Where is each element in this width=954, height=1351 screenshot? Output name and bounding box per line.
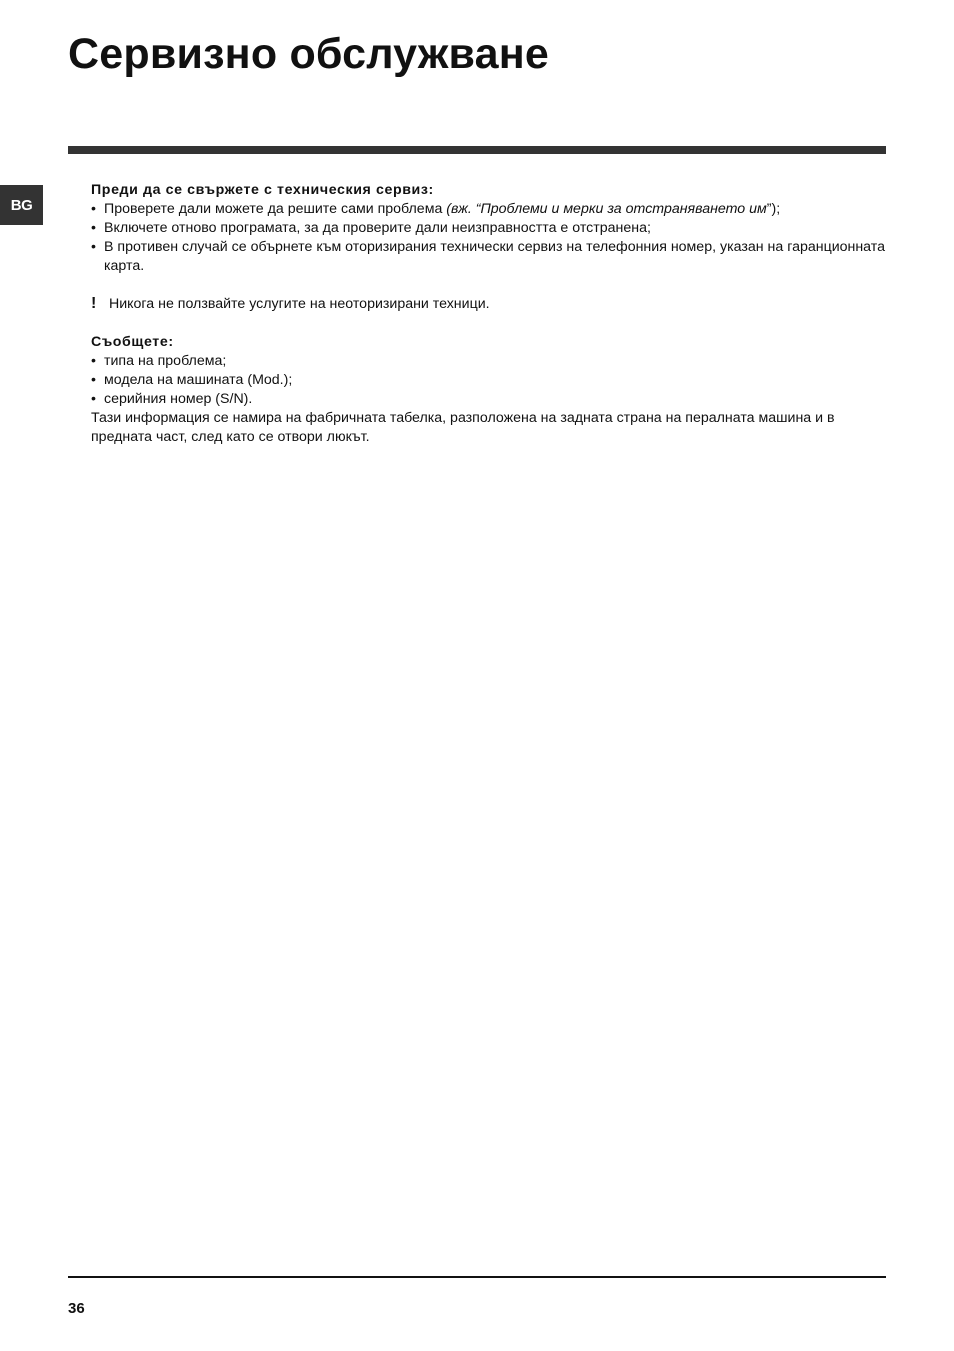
language-tab: BG [0, 185, 43, 225]
before-contact-list [91, 200, 885, 276]
bullet-icon: • [91, 239, 96, 255]
list-item-text: серийния номер (S/N). [104, 391, 253, 407]
bullet-icon: • [91, 220, 96, 236]
bottom-divider [68, 1276, 886, 1278]
exclamation-icon: ! [91, 295, 97, 312]
list-item [91, 371, 885, 390]
bullet-icon: • [91, 353, 96, 369]
cross-reference: (вж. “Проблеми и мерки за отстраняването им [446, 201, 767, 217]
list-item [91, 200, 885, 219]
warning-text: Никога не ползвайте услугите на неоторизирани техници. [109, 296, 490, 312]
list-item [91, 219, 885, 238]
info-note: Тази информация се намира на фабричната табелка, разположена на задната страна на пералната машина и в предната част, след като се отвори люкът. [91, 410, 835, 445]
top-divider [68, 146, 886, 154]
list-item [91, 390, 885, 409]
list-item [91, 238, 885, 276]
page-title: Сервизно обслужване [68, 30, 549, 78]
report-section [91, 333, 885, 447]
report-heading: Съобщете: [91, 334, 174, 350]
bullet-icon: • [91, 391, 96, 407]
before-contact-heading: Преди да се свържете с техническия сервиз: [91, 182, 434, 198]
list-item [91, 352, 885, 371]
report-list [91, 352, 885, 409]
list-item-text-end: ”); [766, 201, 781, 217]
list-item-text: модела на машината (Mod.); [104, 372, 293, 388]
warning-note [91, 295, 885, 314]
list-item-text: Проверете дали можете да решите сами проблема [104, 201, 447, 217]
list-item-text: В противен случай се обърнете към оторизирания технически сервиз на телефонния номер, указан на гаранционната карта. [104, 239, 885, 274]
bullet-icon: • [91, 201, 96, 217]
list-item-text: Включете отново програмата, за да проверите дали неизправността е отстранена; [104, 220, 651, 236]
bullet-icon: • [91, 372, 96, 388]
list-item-text: типа на проблема; [104, 353, 227, 369]
main-content [91, 181, 885, 447]
page-number: 36 [68, 1300, 85, 1317]
